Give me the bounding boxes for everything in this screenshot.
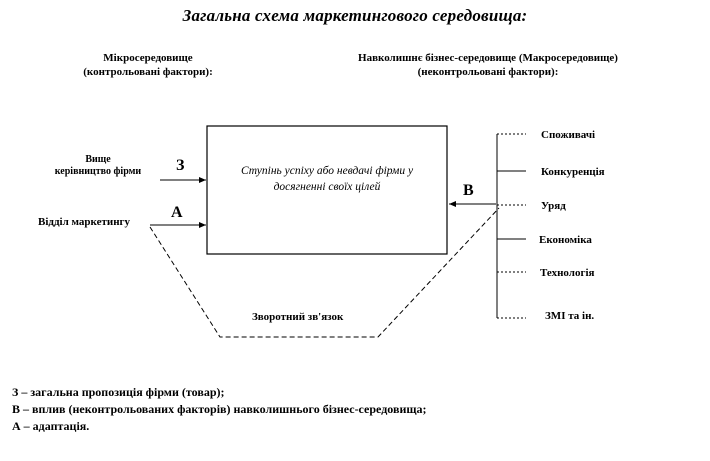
legend-item-z: З – загальна пропозиція фірми (товар); — [12, 385, 225, 399]
diagram-title: Загальна схема маркетингового середовища: — [182, 6, 528, 25]
factor-media: ЗМІ та ін. — [545, 310, 595, 322]
legend-item-a: А – адаптація. — [12, 419, 90, 433]
micro-header-line2: (контрольовані фактори): — [83, 66, 213, 78]
management-label — [38, 154, 158, 178]
micro-header — [48, 51, 248, 79]
arrow-z-letter: З — [176, 157, 185, 174]
feedback-label: Зворотний зв'язок — [252, 311, 344, 323]
factor-government: Уряд — [541, 200, 566, 212]
center-box-line1: Ступінь успіху або невдачі фірми у — [240, 165, 414, 177]
macro-header-line1: Навколишнє бізнес-середовище (Макросередовище) — [358, 52, 618, 64]
center-box-text — [207, 163, 447, 195]
management-line1: Вище — [85, 154, 111, 165]
arrow-a-letter: А — [171, 204, 183, 221]
factor-competition: Конкуренція — [541, 166, 605, 178]
arrow-v-letter: В — [463, 182, 474, 199]
management-line2: керівництво фірми — [54, 166, 142, 177]
legend-item-v: В – вплив (неконтрольованих факторів) навколишнього бізнес-середовища; — [12, 402, 427, 416]
micro-header-line1: Мікросередовище — [103, 52, 193, 64]
macro-header — [318, 51, 658, 79]
factor-economy: Економіка — [539, 234, 592, 246]
factor-consumers: Споживачі — [541, 129, 596, 141]
macro-header-line2: (неконтрольовані фактори): — [417, 66, 559, 78]
center-box-line2: досягненні своїх цілей — [273, 181, 381, 193]
legend — [12, 384, 427, 435]
factor-technology: Технологія — [540, 267, 595, 279]
marketing-dept-label: Відділ маркетингу — [38, 216, 131, 228]
